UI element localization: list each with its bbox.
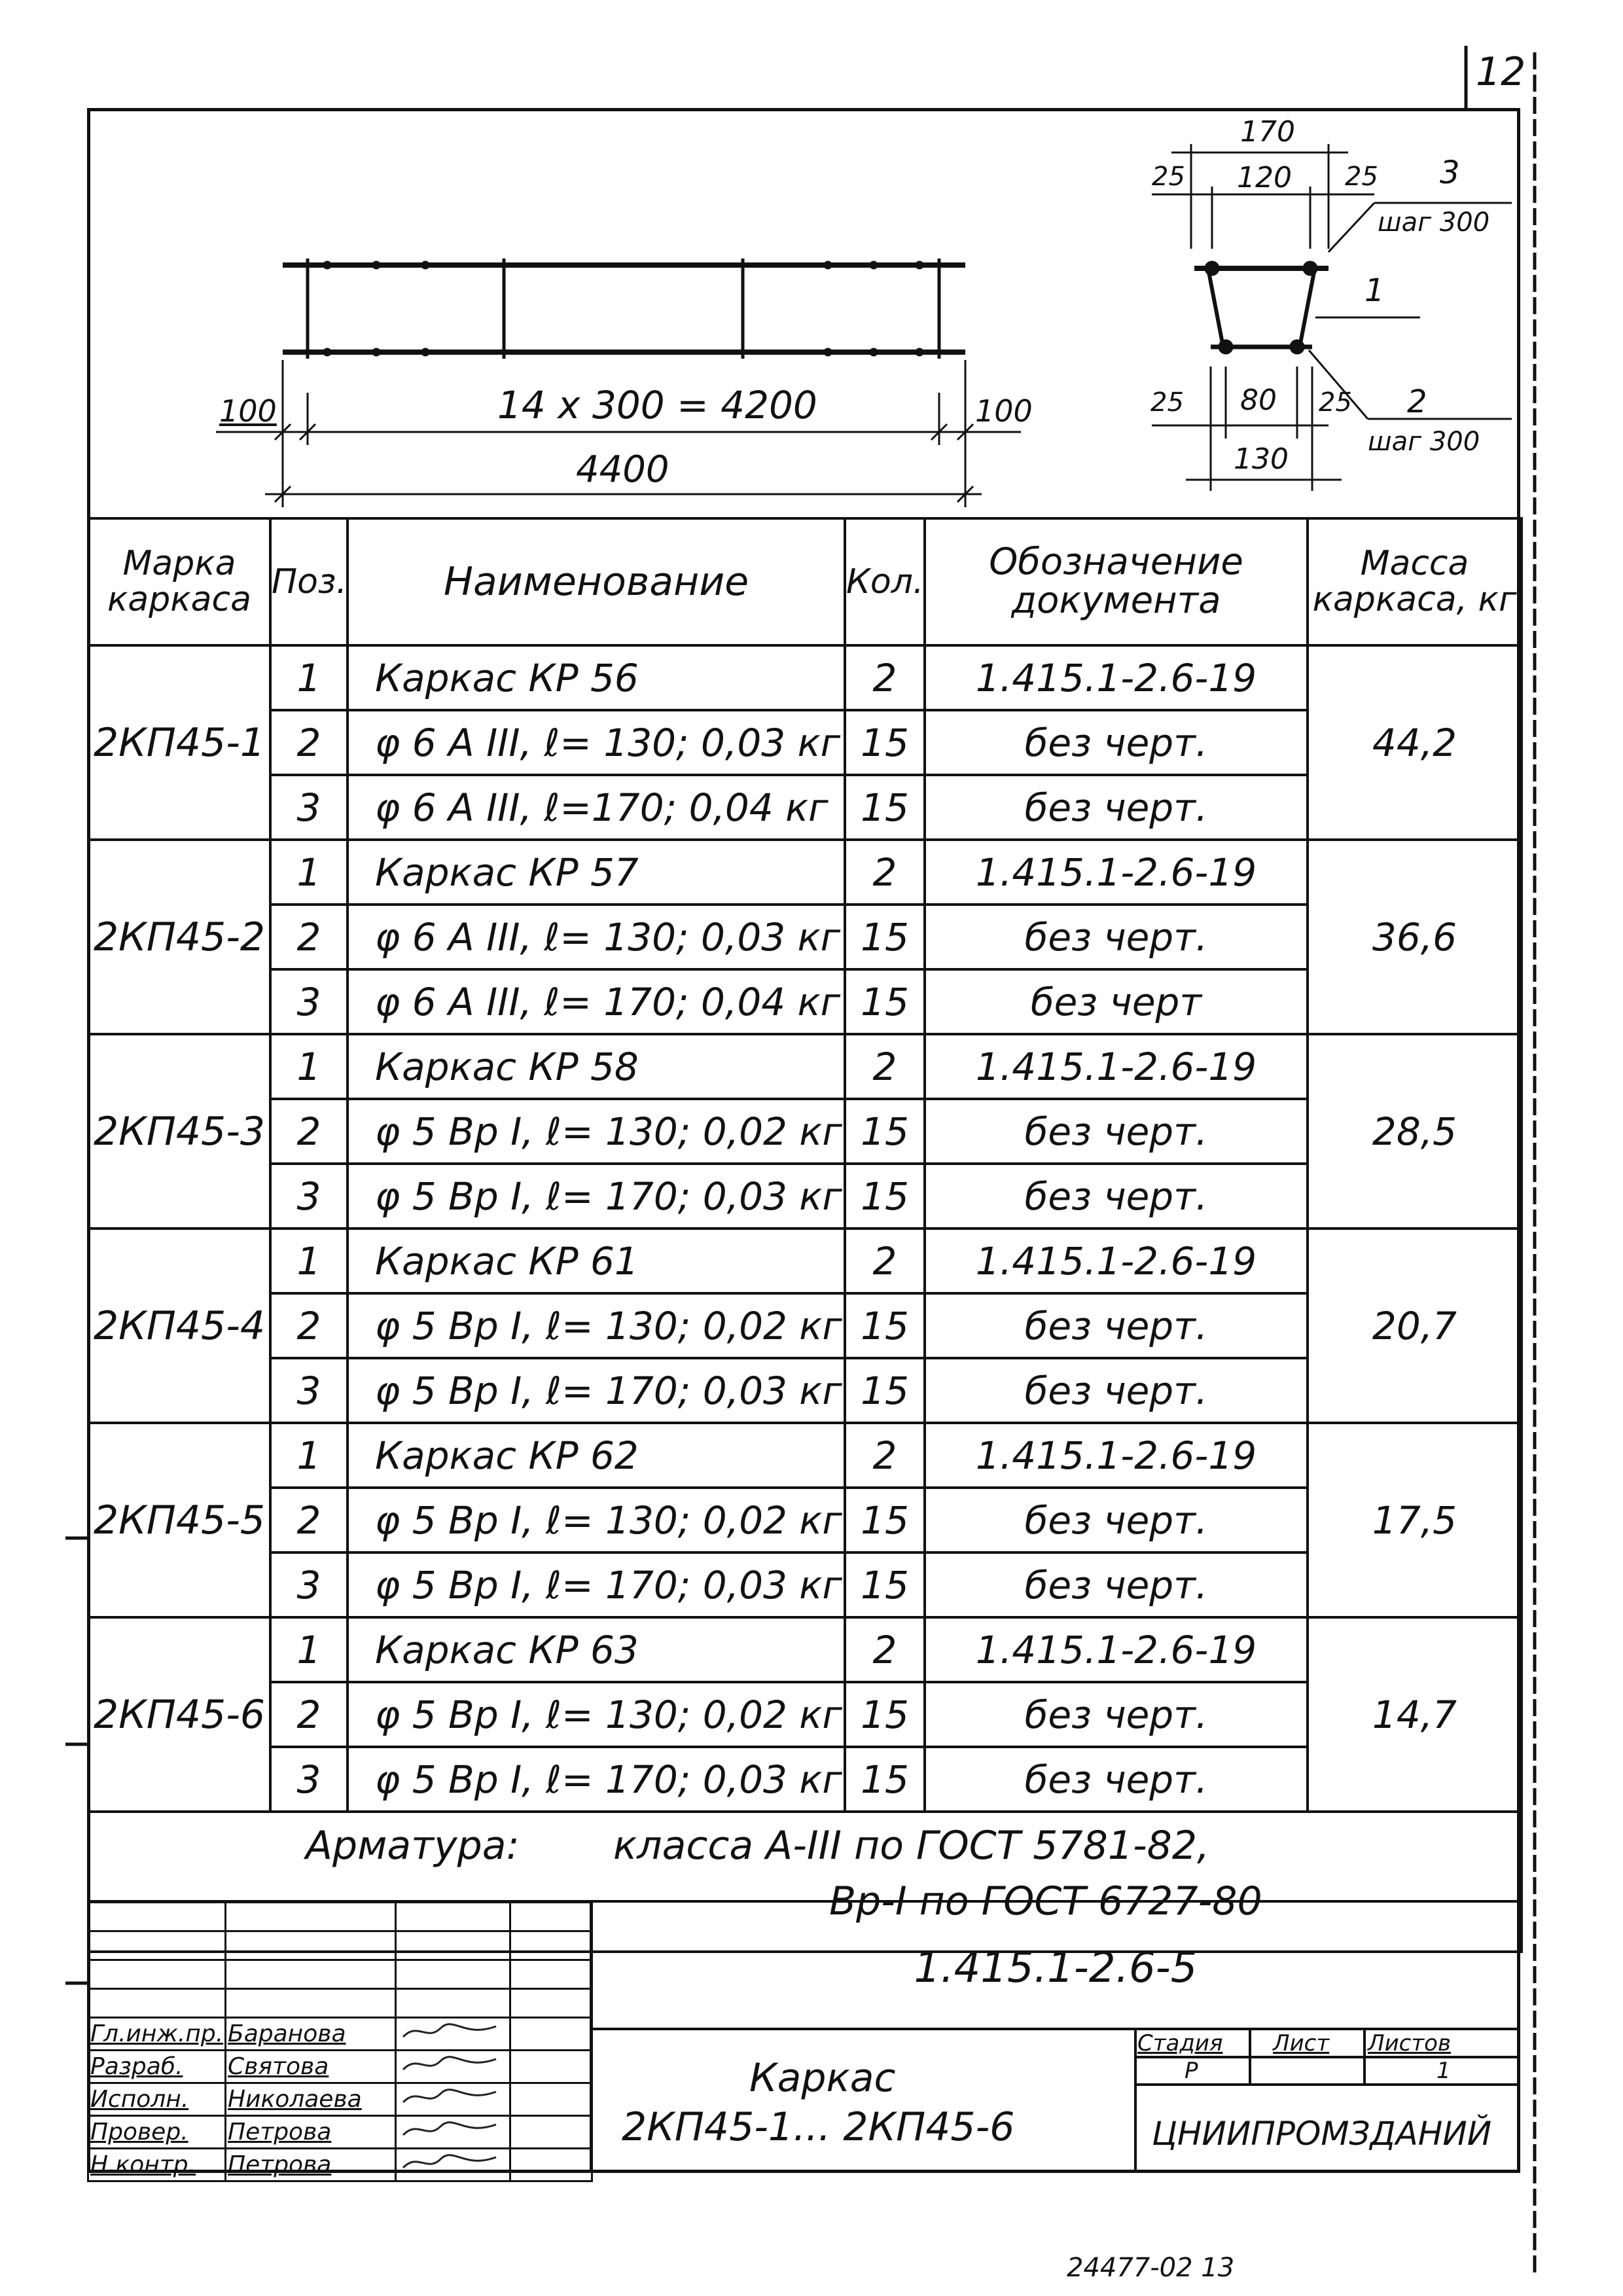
position-number: 3 — [270, 1552, 348, 1617]
item-document: без черт — [925, 969, 1308, 1034]
item-name: Каркас КР 62 — [348, 1423, 845, 1488]
title-block-cell — [510, 1931, 592, 1960]
signer-row — [88, 2051, 592, 2083]
signature-image — [396, 2051, 510, 2083]
position-number: 3 — [270, 775, 348, 840]
cage-mark: 2КП45-2 — [88, 840, 270, 1034]
item-quantity: 15 — [845, 1747, 925, 1812]
position-number: 3 — [270, 1164, 348, 1229]
item-quantity: 2 — [845, 1034, 925, 1099]
item-quantity: 15 — [845, 710, 925, 775]
header-doc: Обозначение документа — [925, 518, 1308, 645]
organization: ЦНИИПРОМЗДАНИЙ — [1152, 2115, 1492, 2153]
section-bottom-width: 130 — [1234, 442, 1289, 476]
title-line1: Каркас — [749, 2055, 896, 2101]
signature-date — [510, 2083, 592, 2116]
position-number: 2 — [270, 1682, 348, 1747]
section-pos2: 2 — [1407, 384, 1427, 420]
note-label: Арматура: — [306, 1823, 520, 1869]
title-block-cell — [226, 1989, 396, 2018]
cage-mass: 17,5 — [1308, 1423, 1522, 1617]
item-document: без черт. — [925, 1552, 1308, 1617]
title-block-cell — [396, 1903, 510, 1931]
position-number: 1 — [270, 840, 348, 905]
item-quantity: 15 — [845, 1099, 925, 1164]
section-bottom-right: 25 — [1319, 387, 1352, 418]
item-document: без черт. — [925, 1682, 1308, 1747]
header-qty: Кол. — [845, 518, 925, 645]
header-name: Наименование — [348, 518, 845, 645]
signer-role: Н.контр. — [88, 2149, 226, 2181]
title-block-cell — [510, 1903, 592, 1931]
title-block-cell — [226, 1931, 396, 1960]
stage-label: Стадия — [1137, 2030, 1223, 2056]
cage-mass: 36,6 — [1308, 840, 1522, 1034]
item-name: φ 5 Вр I, ℓ= 130; 0,02 кг — [348, 1293, 845, 1358]
item-name: φ 6 А III, ℓ=170; 0,04 кг — [348, 775, 845, 840]
signer-name: Петрова — [226, 2149, 396, 2181]
item-document: 1.415.1-2.6-19 — [925, 645, 1308, 710]
section-top-left: 25 — [1152, 162, 1185, 192]
item-quantity: 15 — [845, 1488, 925, 1552]
cage-mass: 44,2 — [1308, 645, 1522, 840]
item-name: φ 5 Вр I, ℓ= 130; 0,02 кг — [348, 1682, 845, 1747]
signer-role: Гл.инж.пр. — [88, 2018, 226, 2051]
item-document: без черт. — [925, 905, 1308, 969]
item-quantity: 2 — [845, 840, 925, 905]
title-block-cell — [396, 1960, 510, 1989]
title-block-cell — [88, 1931, 226, 1960]
cage-mass: 20,7 — [1308, 1229, 1522, 1423]
cage-mass: 14,7 — [1308, 1617, 1522, 1812]
title-block-cell — [226, 1903, 396, 1931]
item-name: φ 5 Вр I, ℓ= 130; 0,02 кг — [348, 1488, 845, 1552]
section-pos2-step: шаг 300 — [1368, 427, 1480, 457]
signature-image — [396, 2149, 510, 2181]
item-quantity: 2 — [845, 1617, 925, 1682]
item-document: без черт. — [925, 1164, 1308, 1229]
cage-mass: 28,5 — [1308, 1034, 1522, 1229]
title-block-cell — [88, 1960, 226, 1989]
position-number: 1 — [270, 645, 348, 710]
item-name: Каркас КР 63 — [348, 1617, 845, 1682]
section-pos3: 3 — [1440, 154, 1460, 191]
item-quantity: 2 — [845, 1423, 925, 1488]
signer-row — [88, 2018, 592, 2051]
signer-row — [88, 2116, 592, 2149]
item-name: Каркас КР 57 — [348, 840, 845, 905]
item-name: φ 6 А III, ℓ= 130; 0,03 кг — [348, 905, 845, 969]
item-quantity: 2 — [845, 645, 925, 710]
section-bottom-inner: 80 — [1240, 384, 1277, 417]
position-number: 2 — [270, 1293, 348, 1358]
signature-image — [396, 2018, 510, 2051]
signature-date — [510, 2116, 592, 2149]
cage-mark: 2КП45-3 — [88, 1034, 270, 1229]
signature-image — [396, 2083, 510, 2116]
section-pos1: 1 — [1364, 272, 1385, 309]
doc-code: 1.415.1-2.6-5 — [914, 1944, 1198, 1992]
item-name: φ 5 Вр I, ℓ= 130; 0,02 кг — [348, 1099, 845, 1164]
item-quantity: 2 — [845, 1229, 925, 1293]
sheets-label: Листов — [1368, 2030, 1452, 2056]
title-block-cell — [396, 1931, 510, 1960]
item-quantity: 15 — [845, 1164, 925, 1229]
item-quantity: 15 — [845, 1552, 925, 1617]
section-top-right: 25 — [1345, 162, 1378, 192]
cage-mark: 2КП45-5 — [88, 1423, 270, 1617]
section-pos3-step: шаг 300 — [1378, 207, 1490, 238]
section-top-inner: 120 — [1237, 161, 1292, 194]
dim-total: 4400 — [576, 448, 669, 491]
header-pos: Поз. — [270, 518, 348, 645]
position-number: 3 — [270, 1358, 348, 1423]
item-document: 1.415.1-2.6-19 — [925, 840, 1308, 905]
footer-number: 24477-02 13 — [1067, 2253, 1235, 2283]
title-block-empty-row — [88, 1931, 592, 1960]
item-name: φ 6 А III, ℓ= 170; 0,04 кг — [348, 969, 845, 1034]
note-line1: класса А-III по ГОСТ 5781-82, — [613, 1823, 1210, 1869]
position-number: 1 — [270, 1034, 348, 1099]
title-block-cell — [396, 1989, 510, 2018]
dim-left: 100 — [219, 393, 277, 429]
item-document: 1.415.1-2.6-19 — [925, 1423, 1308, 1488]
signer-row — [88, 2149, 592, 2181]
item-document: без черт. — [925, 775, 1308, 840]
item-document: 1.415.1-2.6-19 — [925, 1229, 1308, 1293]
signature-date — [510, 2149, 592, 2181]
dim-spacing: 14 x 300 = 4200 — [497, 383, 817, 427]
item-document: 1.415.1-2.6-19 — [925, 1034, 1308, 1099]
item-document: без черт. — [925, 1099, 1308, 1164]
item-name: Каркас КР 61 — [348, 1229, 845, 1293]
signature-date — [510, 2018, 592, 2051]
position-number: 1 — [270, 1617, 348, 1682]
item-name: Каркас КР 58 — [348, 1034, 845, 1099]
stage-value: Р — [1185, 2058, 1198, 2084]
item-document: без черт. — [925, 1747, 1308, 1812]
position-number: 2 — [270, 1099, 348, 1164]
title-line2: 2КП45-1... 2КП45-6 — [622, 2104, 1015, 2150]
item-document: без черт. — [925, 710, 1308, 775]
note-line2: Вр-I по ГОСТ 6727-80 — [829, 1878, 1262, 1924]
signer-name: Петрова — [226, 2116, 396, 2149]
item-name: φ 5 Вр I, ℓ= 170; 0,03 кг — [348, 1552, 845, 1617]
signature-image — [396, 2116, 510, 2149]
item-name: φ 5 Вр I, ℓ= 170; 0,03 кг — [348, 1164, 845, 1229]
position-number: 1 — [270, 1423, 348, 1488]
signer-role: Разраб. — [88, 2051, 226, 2083]
signer-name: Святова — [226, 2051, 396, 2083]
cage-mark: 2КП45-4 — [88, 1229, 270, 1423]
title-block-cell — [88, 1989, 226, 2018]
cage-mark: 2КП45-6 — [88, 1617, 270, 1812]
item-quantity: 15 — [845, 1358, 925, 1423]
title-block-cell — [510, 1960, 592, 1989]
item-document: без черт. — [925, 1293, 1308, 1358]
title-block-empty-row — [88, 1960, 592, 1989]
item-document: без черт. — [925, 1358, 1308, 1423]
title-block-cell — [510, 1989, 592, 2018]
signature-date — [510, 2051, 592, 2083]
sheet-label: Лист — [1273, 2030, 1330, 2056]
item-quantity: 15 — [845, 1293, 925, 1358]
cage-mark: 2КП45-1 — [88, 645, 270, 840]
section-top-width: 170 — [1240, 115, 1295, 149]
title-block-empty-row — [88, 1989, 592, 2018]
title-block-signatures — [87, 1901, 593, 2182]
item-quantity: 15 — [845, 969, 925, 1034]
title-block-empty-row — [88, 1903, 592, 1931]
item-document: без черт. — [925, 1488, 1308, 1552]
position-number: 2 — [270, 905, 348, 969]
item-name: φ 6 А III, ℓ= 130; 0,03 кг — [348, 710, 845, 775]
position-number: 2 — [270, 1488, 348, 1552]
position-number: 3 — [270, 969, 348, 1034]
header-mass: Масса каркаса, кг — [1308, 518, 1522, 645]
signer-role: Исполн. — [88, 2083, 226, 2116]
title-block-cell — [88, 1903, 226, 1931]
section-bottom-left: 25 — [1150, 387, 1184, 418]
item-name: φ 5 Вр I, ℓ= 170; 0,03 кг — [348, 1747, 845, 1812]
title-block-cell — [226, 1960, 396, 1989]
position-number: 3 — [270, 1747, 348, 1812]
signer-name: Николаева — [226, 2083, 396, 2116]
item-document: 1.415.1-2.6-19 — [925, 1617, 1308, 1682]
position-number: 2 — [270, 710, 348, 775]
item-quantity: 15 — [845, 775, 925, 840]
page-number: 12 — [1476, 49, 1526, 95]
signer-row — [88, 2083, 592, 2116]
signer-name: Баранова — [226, 2018, 396, 2051]
item-name: φ 5 Вр I, ℓ= 170; 0,03 кг — [348, 1358, 845, 1423]
position-number: 1 — [270, 1229, 348, 1293]
signer-role: Провер. — [88, 2116, 226, 2149]
item-name: Каркас КР 56 — [348, 645, 845, 710]
item-quantity: 15 — [845, 1682, 925, 1747]
dim-right: 100 — [975, 393, 1033, 429]
item-quantity: 15 — [845, 905, 925, 969]
header-mark: Марка каркаса — [88, 518, 270, 645]
sheets-value: 1 — [1436, 2058, 1451, 2084]
